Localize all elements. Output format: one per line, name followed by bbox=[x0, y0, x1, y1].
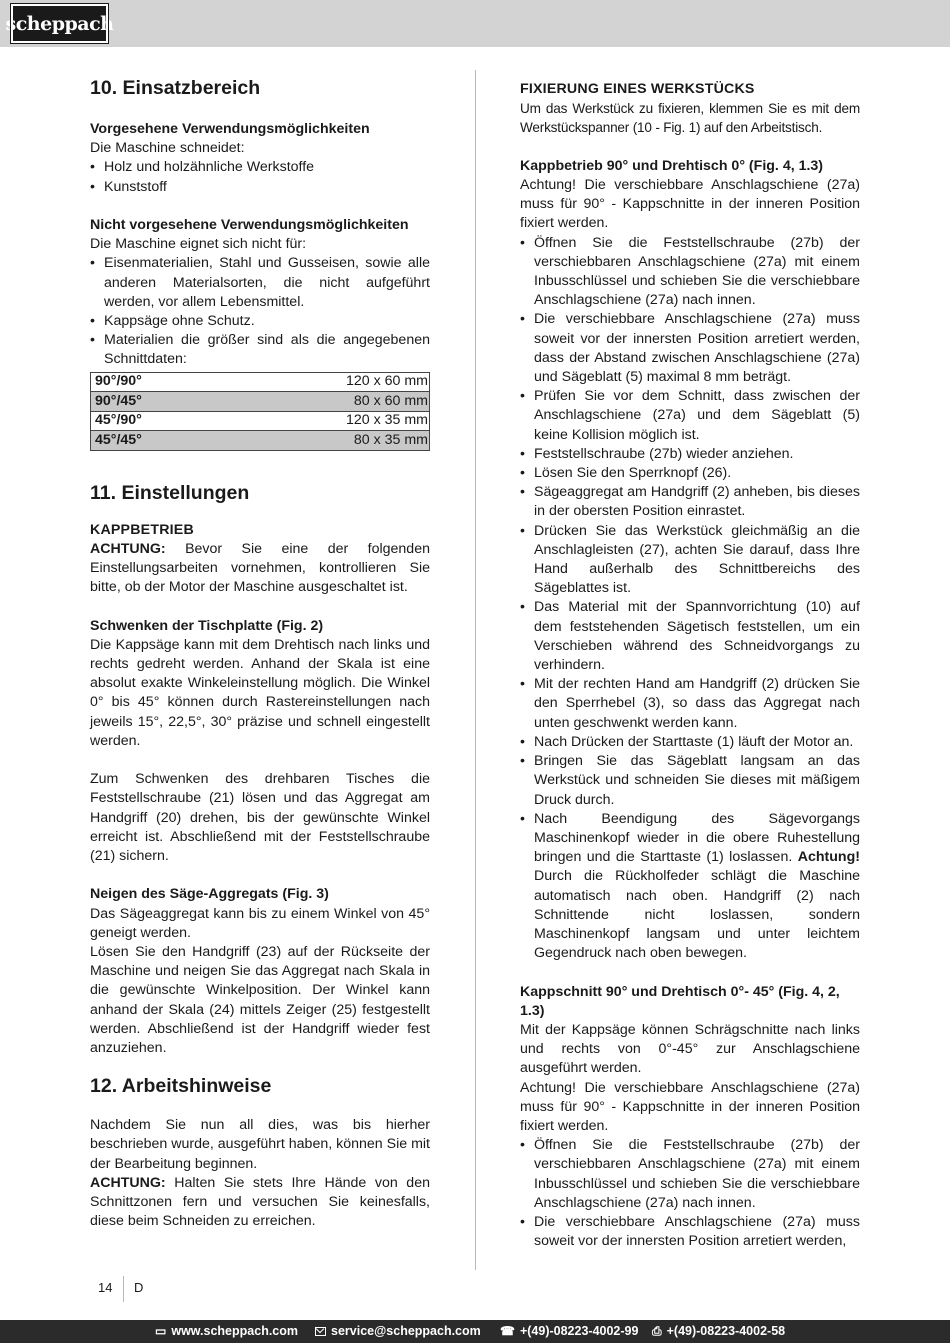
page-number: 14 bbox=[98, 1280, 113, 1295]
phone-text: +(49)-08223-4002-99 bbox=[519, 1324, 639, 1338]
website-contact[interactable] bbox=[155, 1324, 298, 1338]
left-column bbox=[90, 76, 430, 1231]
size-cell: 120 x 60 mm bbox=[260, 372, 430, 392]
section-12-title: 12. Arbeitshinweise bbox=[90, 1075, 272, 1098]
cutting-data-table bbox=[90, 372, 430, 451]
list-item-text: Nach Beendigung des Sägevorgangs Maschinenkopf wieder in die obere Ruhestellung bringen und die Starttaste (1) loslassen. bbox=[534, 810, 860, 866]
list-item: • Kappsäge ohne Schutz. bbox=[90, 312, 430, 331]
crosscut-90-heading: Kappbetrieb 90° und Drehtisch 0° (Fig. 4, 1.3) bbox=[520, 157, 824, 174]
size-cell: 80 x 35 mm bbox=[260, 431, 430, 451]
section-10-title: 10. Einsatzbereich bbox=[90, 77, 261, 99]
brand-logo: scheppach bbox=[11, 4, 108, 43]
not-intended-use-intro: Die Maschine eignet sich nicht für: bbox=[90, 236, 307, 253]
fax-contact[interactable] bbox=[652, 1324, 785, 1338]
email-text: service@scheppach.com bbox=[331, 1324, 481, 1338]
list-item: • Die verschiebbare Anschlagschiene (27a) muss soweit vor der innersten Position arretiert werden, bbox=[520, 1213, 860, 1251]
warning-label: Achtung! bbox=[797, 849, 860, 866]
list-item: • Öffnen Sie die Feststellschraube (27b) der verschiebbaren Anschlagschiene (27a) mit einem Inbusschlüssel und schieben Sie die verschiebbare Anschlagschiene (27a) nach innen. bbox=[520, 1136, 860, 1213]
column-divider bbox=[475, 70, 476, 1270]
table-row bbox=[91, 372, 430, 392]
not-intended-use-heading: Nicht vorgesehene Verwendungsmöglichkeiten bbox=[90, 217, 409, 233]
computer-icon: ▭ bbox=[155, 1324, 167, 1338]
intended-use-heading: Vorgesehene Verwendungsmöglichkeiten bbox=[90, 121, 370, 137]
list-item: • Materialien die größer sind als die angegebenen Schnittdaten: bbox=[90, 331, 430, 369]
list-item: • Nach Drücken der Starttaste (1) läuft der Motor an. bbox=[520, 733, 860, 752]
table-swivel-heading: Schwenken der Tischplatte (Fig. 2) bbox=[90, 617, 324, 634]
list-item: • Eisenmaterialien, Stahl und Gusseisen, sowie alle anderen Materialsorten, die nicht aufgeführt werden, vor allem Lebensmittel. bbox=[90, 254, 430, 312]
header-bar bbox=[0, 0, 950, 47]
list-item: • Sägeaggregat am Handgriff (2) anheben, bis dieses in der obersten Position einrastet. bbox=[520, 483, 860, 521]
angle-cell: 90°/45° bbox=[91, 392, 261, 412]
angle-cell: 90°/90° bbox=[91, 372, 261, 392]
list-item: • Das Material mit der Spannvorrichtung (10) auf dem feststehenden Sägetisch feststellen, um ein Verschieben während des Schneidvorgangs zu verhindern. bbox=[520, 598, 860, 675]
list-item: • Kunststoff bbox=[90, 178, 430, 197]
contact-bar bbox=[0, 1320, 950, 1343]
list-item: • Öffnen Sie die Feststellschraube (27b) der verschiebbaren Anschlagschiene (27a) mit einem Inbusschlüssel und schieben Sie die verschiebbare Anschlagschiene (27a) nach innen. bbox=[520, 234, 860, 311]
warning-label: ACHTUNG: bbox=[90, 540, 166, 557]
list-item: • Lösen Sie den Sperrknopf (26). bbox=[520, 464, 860, 483]
intended-use-intro: Die Maschine schneidet: bbox=[90, 140, 245, 157]
size-cell: 80 x 60 mm bbox=[260, 392, 430, 412]
table-row bbox=[91, 411, 430, 431]
paragraph: Die Kappsäge kann mit dem Drehtisch nach links und rechts gedreht werden. Anhand der Skala ist eine absolut exakte Winkeleinstellung möglich. Die Winkel 0° bis 45° können durch Rastereinstellungen nach jeweils 15°, 22,5°, 30° präzise und schnell eingestellt werden. bbox=[90, 636, 430, 749]
warning-text: Halten Sie stets Ihre Hände von den Schnittzonen fern und versuchen Sie keinesfalls, diese beim Schneiden zu erreichen. bbox=[90, 1174, 430, 1230]
list-item: • Holz und holzähnliche Werkstoffe bbox=[90, 158, 430, 177]
table-row bbox=[91, 392, 430, 412]
list-item: • Mit der rechten Hand am Handgriff (2) drücken Sie den Sperrhebel (3), so dass das Aggregat nach unten geschwenkt werden kann. bbox=[520, 675, 860, 733]
right-column bbox=[520, 80, 860, 1251]
list-item: • Drücken Sie das Werkstück gleichmäßig an die Anschlagleisten (27), achten Sie darauf, dass Ihre Hand außerhalb des Schnittbereichs des Sägeblattes ist. bbox=[520, 522, 860, 599]
size-cell: 120 x 35 mm bbox=[260, 411, 430, 431]
warning-label: ACHTUNG: bbox=[90, 1174, 166, 1191]
warning-paragraph bbox=[90, 540, 430, 598]
list-item-text: Durch die Rückholfeder schlägt die Maschine automatisch nach oben. Handgriff (2) nach Schnittende nicht loslassen, sondern Maschinenkopf langsam und unter leichtem Gegendruck nach oben bewegen. bbox=[534, 868, 860, 962]
warning-text: Bevor Sie eine der folgenden Einstellungsarbeiten vornehmen, kontrollieren Sie bitte, ob der Motor der Maschine ausgeschaltet ist. bbox=[90, 540, 430, 596]
paragraph: Zum Schwenken des drehbaren Tisches die Feststellschraube (21) lösen und das Aggregat am Handgriff (20) drehen, bis der gewünschte Winkel erreicht ist. Abschließend mit der Feststellschraube (21) sichern. bbox=[90, 771, 430, 865]
paragraph: Mit der Kappsäge können Schrägschnitte nach links und rechts von 0°-45° zur Anschlagschiene ausgeführt werden. bbox=[520, 1021, 860, 1077]
angle-cell: 45°/90° bbox=[91, 411, 261, 431]
crosscut-45-heading: Kappschnitt 90° und Drehtisch 0°- 45° (Fig. 4, 2, 1.3) bbox=[520, 983, 840, 1019]
paragraph: Um das Werkstück zu fixieren, klemmen Sie es mit dem Werkstückspanner (10 - Fig. 1) auf den Arbeitstisch. bbox=[520, 101, 860, 136]
workpiece-fixing-heading: FIXIERUNG EINES WERKSTÜCKS bbox=[520, 81, 755, 97]
table-row bbox=[91, 431, 430, 451]
list-item: • Prüfen Sie vor dem Schnitt, dass zwischen der Anschlagschiene (27a) und dem Sägeblatt (5) keine Kollision möglich ist. bbox=[520, 387, 860, 445]
section-11-title: 11. Einstellungen bbox=[90, 481, 250, 504]
fax-icon: ⎙ bbox=[652, 1324, 662, 1338]
website-text: www.scheppach.com bbox=[171, 1324, 298, 1338]
list-item: • Feststellschraube (27b) wieder anziehen. bbox=[520, 445, 860, 464]
angle-cell: 45°/45° bbox=[91, 431, 261, 451]
footer-divider bbox=[123, 1276, 124, 1302]
fax-text: +(49)-08223-4002-58 bbox=[666, 1324, 786, 1338]
paragraph: Achtung! Die verschiebbare Anschlagschiene (27a) muss für 90° - Kappschnitte in der inneren Position fixiert werden. bbox=[520, 1079, 860, 1134]
phone-icon: ☎ bbox=[500, 1324, 515, 1338]
mail-icon bbox=[315, 1327, 326, 1336]
list-item bbox=[520, 810, 860, 964]
saw-tilt-heading: Neigen des Säge-Aggregats (Fig. 3) bbox=[90, 886, 329, 903]
crosscut-heading: KAPPBETRIEB bbox=[90, 521, 194, 538]
email-contact[interactable] bbox=[315, 1324, 481, 1338]
list-item: • Die verschiebbare Anschlagschiene (27a) muss soweit vor der innersten Position arretiert werden, dass der Abstand zwischen Anschlagschiene (27a) und Sägeblatt (5) maximal 8 mm beträgt. bbox=[520, 310, 860, 387]
paragraph: Lösen Sie den Handgriff (23) auf der Rückseite der Maschine und neigen Sie das Aggregat nach Skala in die gewünschte Winkelposition. Der Winkel kann anhand der Skala (24) mittels Zeiger (25) festgestellt werden. Abschließend ist der Handgriff wieder fest anzuziehen. bbox=[90, 944, 430, 1057]
phone-contact[interactable] bbox=[500, 1324, 638, 1338]
paragraph: Das Sägeaggregat kann bis zu einem Winkel von 45° geneigt werden. bbox=[90, 905, 430, 941]
warning-paragraph bbox=[90, 1174, 430, 1232]
paragraph: Achtung! Die verschiebbare Anschlagschiene (27a) muss für 90° - Kappschnitte in der inneren Position fixiert werden. bbox=[520, 177, 860, 232]
language-code: D bbox=[134, 1280, 144, 1295]
list-item: • Bringen Sie das Sägeblatt langsam an das Werkstück und schneiden Sie dieses mit mäßigem Druck durch. bbox=[520, 752, 860, 810]
paragraph: Nachdem Sie nun all dies, was bis hierher beschrieben wurde, ausgeführt haben, können Sie mit der Bearbeitung beginnen. bbox=[90, 1117, 430, 1172]
